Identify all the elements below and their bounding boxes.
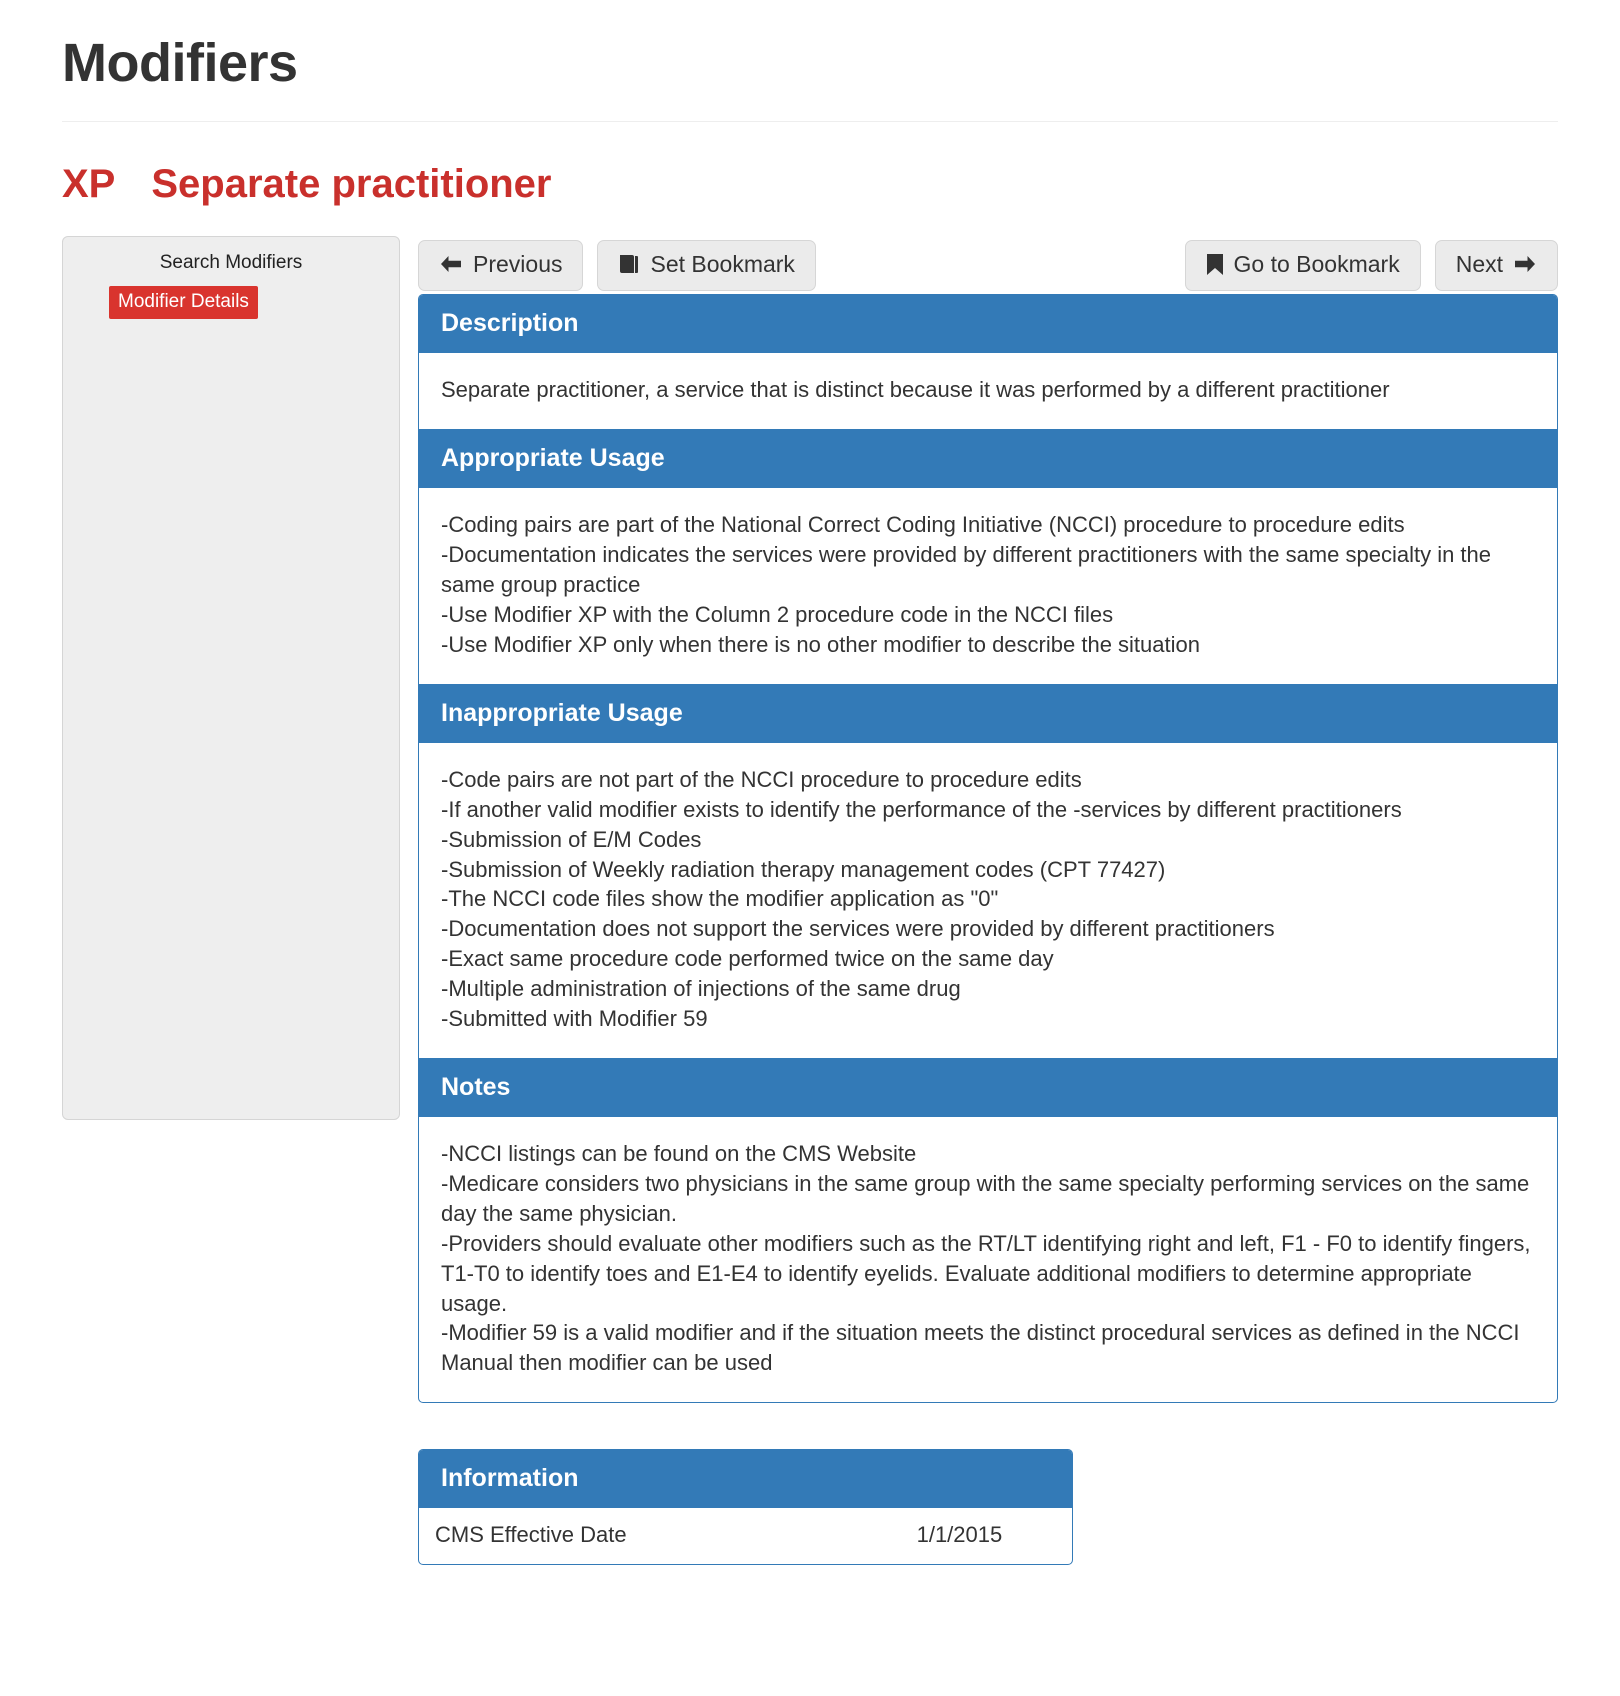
modifier-heading: [62, 130, 1558, 206]
title-divider: [62, 121, 1558, 122]
sidebar-item-modifier-details[interactable]: Modifier Details: [109, 286, 258, 319]
inappropriate-usage-line: -Submitted with Modifier 59: [441, 1006, 708, 1032]
inappropriate-usage-line: -Multiple administration of injections of the same drug: [441, 976, 961, 1002]
description-line: Separate practitioner, a service that is distinct because it was performed by a different practitioner: [441, 377, 1390, 403]
notes-line: -Modifier 59 is a valid modifier and if the situation meets the distinct procedural services as defined in the NCCI Manual then modifier can be used: [441, 1320, 1520, 1376]
information-section: [418, 1449, 1073, 1565]
table-row: [419, 1508, 1072, 1564]
toolbar: [418, 236, 1558, 294]
panel-notes: [418, 1059, 1558, 1403]
information-row-value: 1/1/2015: [916, 1522, 1003, 1548]
next-button-label: Next: [1455, 251, 1503, 278]
information-heading: Information: [419, 1450, 1072, 1508]
previous-button-label: Previous: [473, 251, 563, 278]
sidebar-tab-wrap: [73, 286, 389, 319]
book-icon: [618, 253, 640, 275]
panel-inappropriate-usage-heading: Inappropriate Usage: [419, 685, 1557, 743]
go-to-bookmark-button[interactable]: [1185, 240, 1421, 291]
set-bookmark-button[interactable]: [597, 240, 815, 291]
panel-description-heading: Description: [419, 295, 1557, 353]
page-title: Modifiers: [62, 33, 298, 93]
appropriate-usage-line: -Coding pairs are part of the National Correct Coding Initiative (NCCI) procedure to procedure edits: [441, 512, 1405, 538]
appropriate-usage-line: -Use Modifier XP only when there is no other modifier to describe the situation: [441, 631, 1200, 657]
inappropriate-usage-line: -Exact same procedure code performed twice on the same day: [441, 946, 1054, 972]
inappropriate-usage-line: -The NCCI code files show the modifier application as "0": [441, 886, 999, 912]
panel-stack: [418, 294, 1558, 1403]
panel-appropriate-usage: [418, 430, 1558, 685]
search-modifiers-label: Search Modifiers: [159, 252, 303, 274]
information-table: [419, 1508, 1072, 1564]
go-to-bookmark-button-label: Go to Bookmark: [1233, 251, 1400, 278]
arrow-right-icon: [1513, 254, 1537, 274]
notes-line: -Medicare considers two physicians in the same group with the same specialty performing services on the same day the same physician.: [441, 1170, 1530, 1226]
panel-description: [418, 294, 1558, 430]
main-column: [418, 236, 1558, 1565]
appropriate-usage-line: -Documentation indicates the services were provided by different practitioners with the same specialty in the same group practice: [441, 542, 1492, 598]
inappropriate-usage-line: -Submission of Weekly radiation therapy management codes (CPT 77427): [441, 856, 1166, 882]
inappropriate-usage-line: -Code pairs are not part of the NCCI procedure to procedure edits: [441, 766, 1082, 792]
inappropriate-usage-line: -Documentation does not support the services were provided by different practitioners: [441, 916, 1275, 942]
bookmark-icon: [1206, 253, 1224, 276]
panel-description-body: [419, 353, 1557, 429]
modifier-name: Separate practitioner: [151, 162, 552, 207]
modifier-code: XP: [62, 162, 116, 207]
panel-appropriate-usage-heading: Appropriate Usage: [419, 430, 1557, 488]
panel-notes-body: [419, 1117, 1557, 1402]
notes-line: -Providers should evaluate other modifiers such as the RT/LT identifying right and left, F1 - F0 to identify fingers, T1-T0 to identify toes and E1-E4 to identify eyelids. Evaluate additional modifiers to determine appropriate usage.: [441, 1230, 1531, 1316]
appropriate-usage-line: -Use Modifier XP with the Column 2 procedure code in the NCCI files: [441, 602, 1114, 628]
content-row: [62, 236, 1558, 1565]
information-row-label: CMS Effective Date: [435, 1522, 627, 1548]
arrow-left-icon: [439, 254, 463, 274]
sidebar: [62, 236, 400, 1120]
panel-inappropriate-usage: [418, 685, 1558, 1059]
inappropriate-usage-line: -Submission of E/M Codes: [441, 826, 702, 852]
inappropriate-usage-line: -If another valid modifier exists to identify the performance of the -services by different practitioners: [441, 796, 1402, 822]
panel-appropriate-usage-body: [419, 488, 1557, 684]
set-bookmark-button-label: Set Bookmark: [650, 251, 795, 278]
previous-button[interactable]: [418, 240, 583, 291]
panel-inappropriate-usage-body: [419, 743, 1557, 1058]
next-button[interactable]: [1435, 240, 1558, 291]
notes-line: -NCCI listings can be found on the CMS Website: [441, 1140, 917, 1166]
toolbar-left-group: [418, 240, 816, 291]
panel-notes-heading: Notes: [419, 1059, 1557, 1117]
information-panel: [418, 1449, 1073, 1565]
toolbar-right-group: [1185, 240, 1558, 291]
